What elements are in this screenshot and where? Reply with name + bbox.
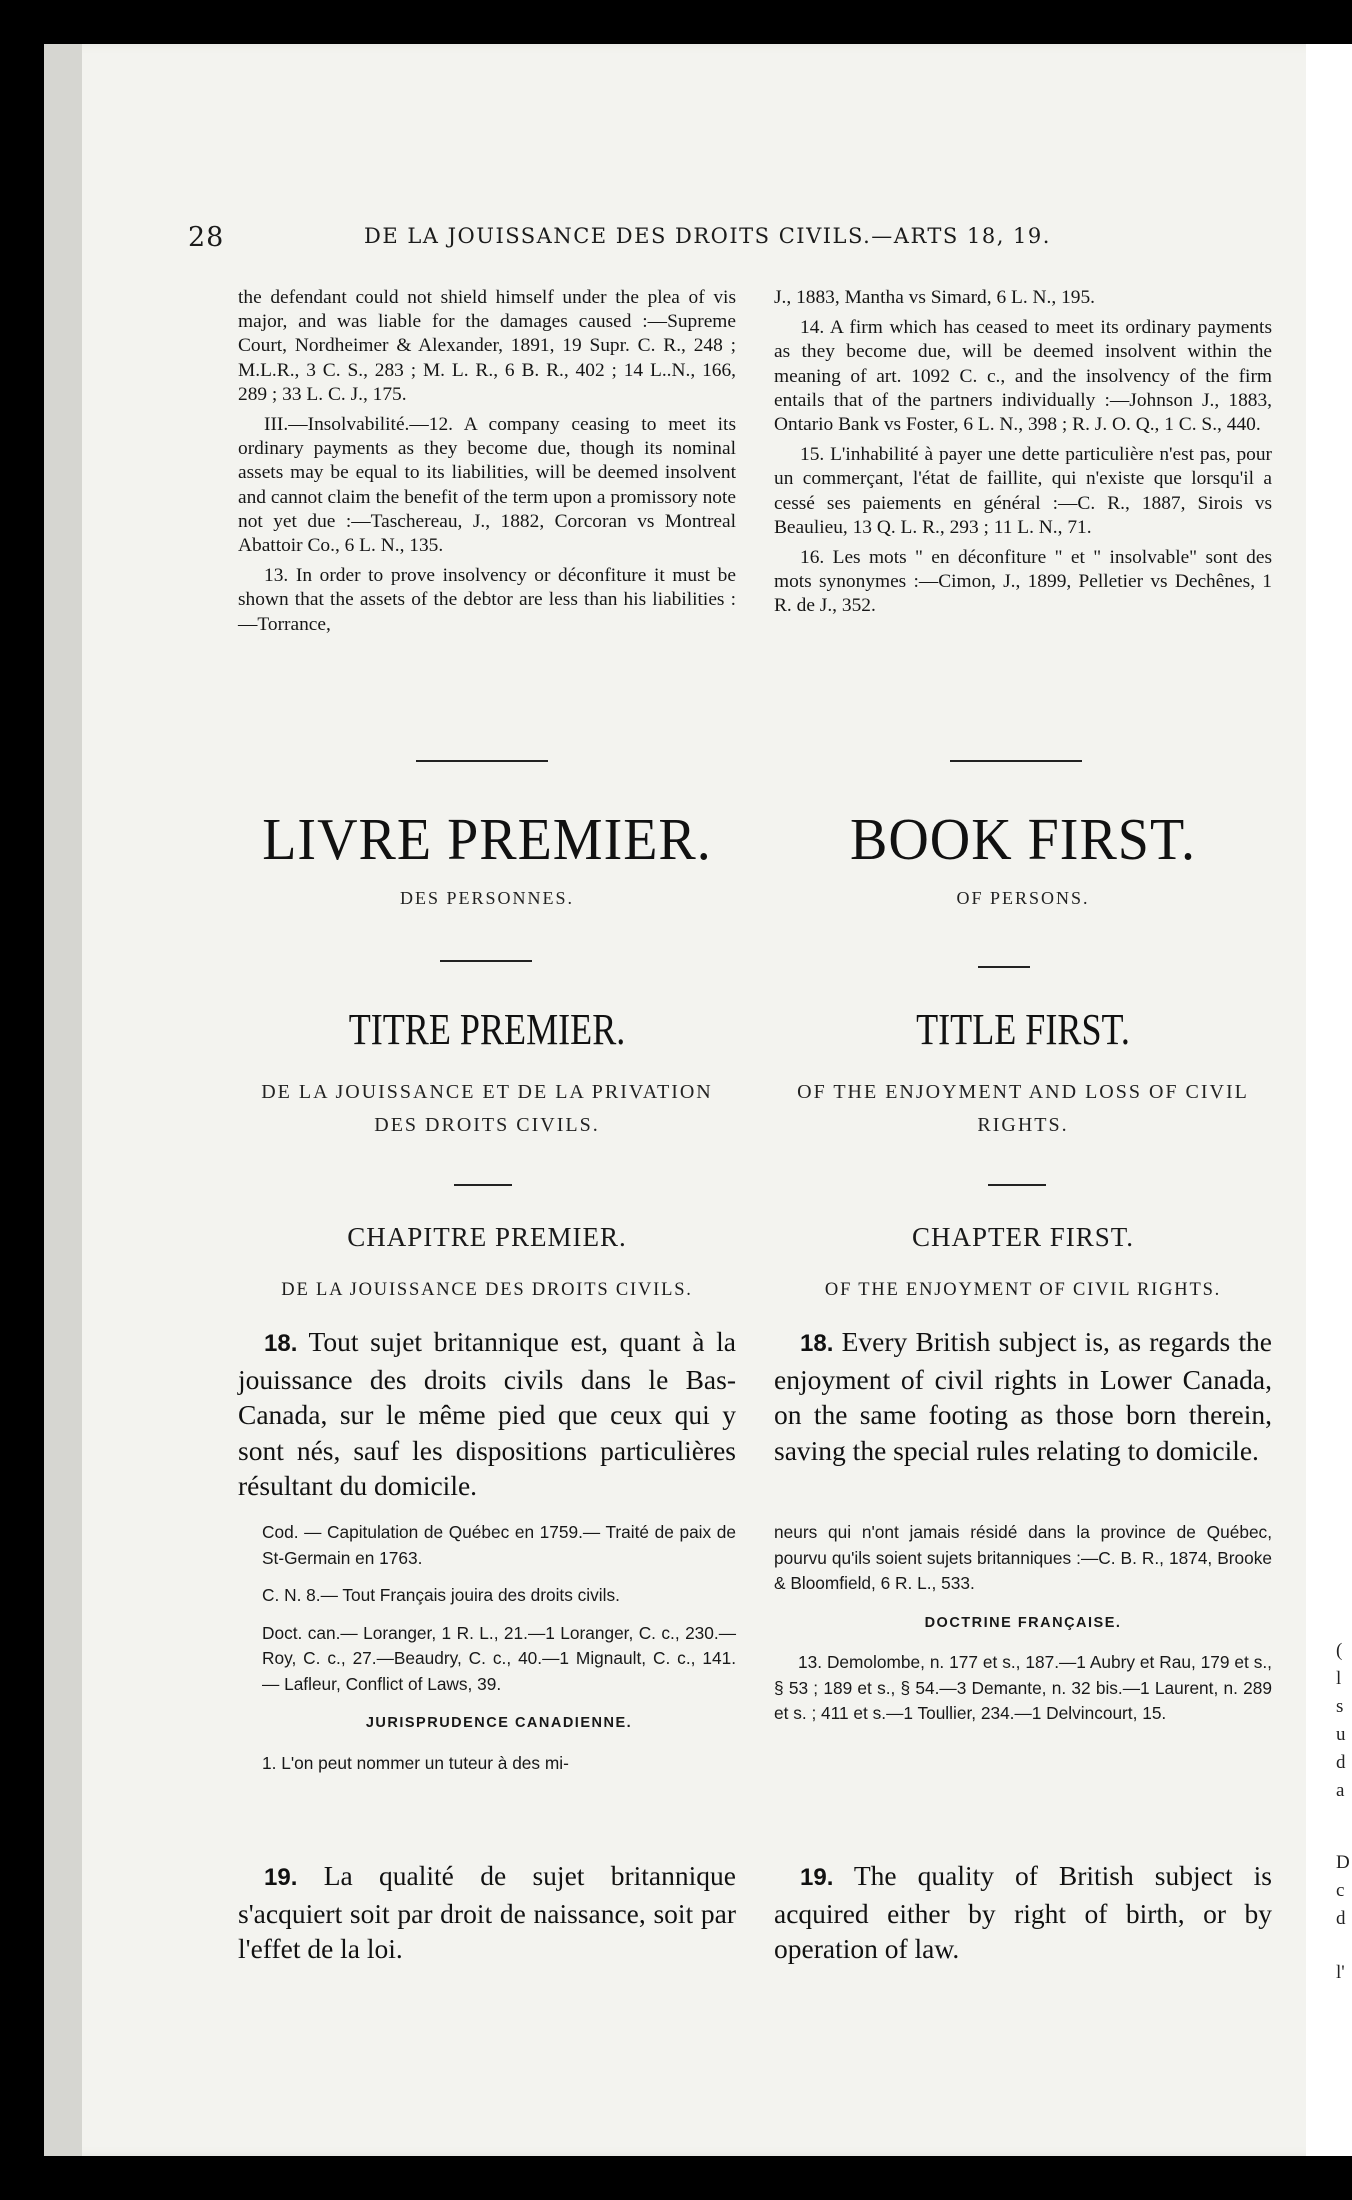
title-subtitle-fr: DE LA JOUISSANCE ET DE LA PRIVATION DES DROITS CIVILS. [261, 1081, 713, 1136]
chapter-subtitle-fr: DE LA JOUISSANCE DES DROITS CIVILS. [281, 1280, 693, 1300]
section-rule [416, 760, 548, 762]
edge-fragment: c [1336, 1880, 1345, 1901]
edge-fragment: d [1336, 1908, 1346, 1929]
note-juris-1: 1. L'on peut nommer un tuteur à des mi- [262, 1752, 569, 1773]
article-text: Tout sujet britannique est, quant à la jouissance des droits civils dans le Bas-Canada, sur le même pied que ceux qui y sont nés, sauf les dispositions particulières résultant du domicile. [238, 1326, 736, 1501]
article-number: 18. [800, 1330, 834, 1357]
note-paragraph: III.—Insolvabilité.—12. A company ceasing to meet its ordinary payments as they become due, though its nominal assets may be equal to its liabilities, will be deemed insolvent and cannot claim the benefit of the term upon a promissory note not yet due :—Taschereau, J., 1882, Corcoran vs Montreal Abattoir Co., 6 L. N., 135. [238, 414, 736, 557]
chapter-subtitle-en: OF THE ENJOYMENT OF CIVIL RIGHTS. [824, 1280, 1222, 1300]
book-subtitle-en: OF PERSONS. [956, 888, 1090, 908]
book-subtitle-fr: DES PERSONNES. [399, 888, 575, 908]
article-19-fr [238, 1858, 736, 1967]
edge-fragment: l' [1336, 1962, 1345, 1983]
note-paragraph: J., 1883, Mantha vs Simard, 6 L. N., 195. [774, 287, 1096, 308]
edge-fragment: D [1336, 1852, 1350, 1873]
note-continuation: neurs qui n'ont jamais résidé dans la province de Québec, pourvu qu'ils soient sujets britanniques :—C. B. R., 1874, Brooke & Bloomfield, 6 R. L., 533. [774, 1522, 1272, 1593]
note-doct-13: 13. Demolombe, n. 177 et s., 187.—1 Aubry et Rau, 179 et s., § 53 ; 189 et s., § 54.—3 Demante, n. 32 bis.—1 Laurent, n. 289 et s. ; 411 et s.—1 Toullier, 234.—1 Delvincourt, 15. [774, 1652, 1272, 1723]
section-rule [978, 966, 1030, 968]
left-top-notes [238, 286, 736, 643]
section-rule [440, 960, 532, 962]
article-18-fr [238, 1324, 736, 1504]
article-text: Every British subject is, as regards the enjoyment of civil rights in Lower Canada, on the same footing as those born therein, saving the special rules relating to domicile. [774, 1326, 1272, 1466]
title-heading-en: TITLE FIRST. [916, 1005, 1130, 1054]
edge-fragment: l [1336, 1668, 1342, 1689]
edge-fragment: d [1336, 1752, 1346, 1773]
chapter-heading-en: CHAPTER FIRST. [911, 1222, 1135, 1252]
edge-fragment: ( [1336, 1640, 1343, 1661]
section-rule [454, 1184, 512, 1186]
article-19-en [774, 1858, 1272, 1967]
left-notes [262, 1520, 736, 1788]
note-cn: C. N. 8.— Tout Français jouira des droits civils. [262, 1585, 620, 1605]
right-notes [774, 1520, 1272, 1739]
edge-fragment: s [1336, 1696, 1344, 1717]
running-title: DE LA JOUISSANCE DES DROITS CIVILS.—ARTS 18, 19. [364, 224, 1051, 248]
note-paragraph: 15. L'inhabilité à payer une dette particulière n'est pas, pour un commerçant, l'état de faillite, qui n'existe que lorsqu'il a cessé ses paiements en général :—C. R., 1887, Sirois vs Beaulieu, 13 Q. L. R., 293 ; 11 L. N., 71. [774, 444, 1272, 538]
title-heading-fr: TITRE PREMIER. [348, 1005, 626, 1054]
note-doct: Doct. can.— Loranger, 1 R. L., 21.—1 Loranger, C. c., 230.—Roy, C. c., 27.—Beaudry, C. c., 40.—1 Mignault, C. c., 141. — Lafleur, Conflict of Laws, 39. [262, 1622, 736, 1694]
article-text: La qualité de sujet britannique s'acquiert soit par droit de naissance, soit par l'effet de la loi. [238, 1860, 736, 1964]
next-page-edge [1306, 44, 1352, 2156]
edge-fragment: a [1336, 1780, 1345, 1801]
article-number: 19. [800, 1864, 834, 1891]
note-cod: Cod. — Capitulation de Québec en 1759.— Traité de paix de St-Germain en 1763. [262, 1522, 736, 1568]
article-number: 18. [264, 1330, 298, 1357]
section-rule [988, 1184, 1046, 1186]
doctrine-heading: DOCTRINE FRANÇAISE. [924, 1614, 1122, 1631]
right-top-notes [774, 286, 1272, 625]
note-paragraph: 16. Les mots " en déconfiture " et " insolvable" sont des mots synonymes :—Cimon, J., 1899, Pelletier vs Dechênes, 1 R. de J., 352. [774, 547, 1272, 617]
note-paragraph: 13. In order to prove insolvency or déconfiture it must be shown that the assets of the debtor are less than his liabilities :—Torrance, [238, 565, 736, 635]
jurisprudence-heading: JURISPRUDENCE CANADIENNE. [365, 1715, 633, 1731]
book-title-fr: LIVRE PREMIER. [262, 807, 712, 873]
chapter-heading-fr: CHAPITRE PREMIER. [347, 1222, 627, 1252]
title-subtitle-en: OF THE ENJOYMENT AND LOSS OF CIVIL RIGHTS. [797, 1081, 1249, 1136]
article-18-en [774, 1324, 1272, 1468]
article-number: 19. [264, 1864, 298, 1891]
edge-fragment: u [1336, 1724, 1346, 1745]
note-paragraph: 14. A firm which has ceased to meet its ordinary payments as they become due, will be deemed insolvent within the meaning of art. 1092 C. c., and the insolvency of the firm entails that of the partners individually :—Johnson J., 1883, Ontario Bank vs Foster, 6 L. N., 398 ; R. J. O. Q., 1 C. S., 440. [774, 317, 1272, 436]
page-number: 28 [188, 222, 225, 253]
note-paragraph: the defendant could not shield himself under the plea of vis major, and was liable for the damages caused :—Supreme Court, Nordheimer & Alexander, 1891, 19 Supr. C. R., 248 ; M.L.R., 3 C. S., 283 ; M. L. R., 6 B. R., 402 ; 14 L..N., 166, 289 ; 33 L. C. J., 175. [238, 287, 736, 405]
book-title-en: BOOK FIRST. [849, 807, 1196, 873]
section-rule [950, 760, 1082, 762]
article-text: The quality of British subject is acquired either by right of birth, or by operation of law. [774, 1860, 1272, 1964]
